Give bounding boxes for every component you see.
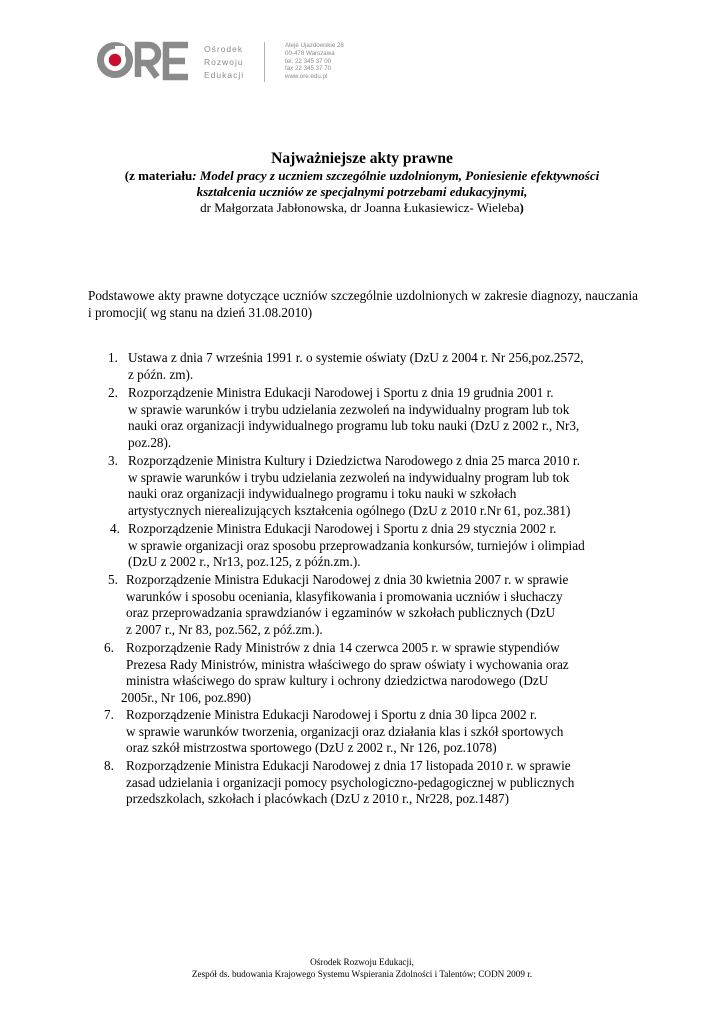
- document-subtitle: [60, 168, 664, 184]
- item-line: nauki oraz organizacji indywidualnego programu lub toku nauki (DzU z 2002 r., Nr3,: [128, 418, 580, 434]
- address-line: 00-478 Warszawa: [285, 49, 335, 57]
- item-line: w sprawie warunków i trybu udzielania zezwoleń na indywidualny program lub tok: [128, 469, 570, 485]
- item-line: Rozporządzenie Ministra Edukacji Narodowej i Sportu z dnia 19 grudnia 2001 r.: [128, 385, 554, 400]
- footer-line: Ośrodek Rozwoju Edukacji,: [310, 957, 414, 967]
- letterhead-divider: [264, 42, 265, 82]
- authors-names: dr Małgorzata Jabłonowska, dr Joanna Łukasiewicz- Wieleba: [200, 200, 520, 215]
- item-line: Rozporządzenie Ministra Edukacji Narodowej z dnia 17 listopada 2010 r. w sprawie: [126, 758, 571, 773]
- org-line: Edukacji: [204, 70, 245, 80]
- item-line: Rozporządzenie Ministra Edukacji Narodowej z dnia 30 kwietnia 2007 r. w sprawie: [126, 572, 569, 587]
- item-line: artystycznych nierealizujących kształcenia ogólnego (DzU z 2010 r.Nr 61, poz.381): [128, 502, 571, 518]
- authors: [60, 200, 664, 216]
- item-number: 4.: [110, 521, 120, 536]
- item-line: w sprawie organizacji oraz sposobu przeprowadzania konkursów, turniejów i olimpiad: [128, 537, 585, 553]
- item-line: w sprawie warunków tworzenia, organizacji oraz działania klas i szkół sportowych: [126, 723, 564, 739]
- org-line: Ośrodek: [204, 44, 244, 54]
- item-line: Ustawa z dnia 7 września 1991 r. o systemie oświaty (DzU z 2004 r. Nr 256,poz.2572,: [128, 350, 584, 365]
- item-text: [126, 707, 634, 757]
- intro-paragraph: Podstawowe akty prawne dotyczące uczniów szczególnie uzdolnionych w zakresie diagnozy, nauczania i promocji( wg stanu na dzień 31.08.2010): [88, 288, 638, 320]
- org-address: [285, 42, 344, 81]
- org-name: [204, 43, 244, 82]
- item-text: [128, 385, 639, 451]
- item-line: nauki oraz organizacji indywidualnego programu i toku nauki w szkołach: [128, 486, 517, 502]
- item-number: 2.: [108, 385, 118, 400]
- item-number: 6.: [104, 640, 114, 655]
- item-number: 8.: [104, 758, 114, 773]
- page-footer: [0, 956, 724, 980]
- item-line: warunków i sposobu oceniania, klasyfikowania i promowania uczniów i słuchaczy: [126, 588, 563, 604]
- subtitle-prefix: (z materiału: [124, 168, 193, 183]
- item-text: [128, 453, 639, 519]
- item-number: 7.: [104, 707, 114, 722]
- item-line: Rozporządzenie Ministra Edukacji Narodowej i Sportu z dnia 29 stycznia 2002 r.: [128, 521, 557, 536]
- item-text: [128, 521, 640, 571]
- item-line: 2005r., Nr 106, poz.890): [121, 689, 252, 705]
- item-line: Rozporządzenie Ministra Edukacji Narodowej i Sportu z dnia 30 lipca 2002 r.: [126, 707, 537, 722]
- item-line: Rozporządzenie Rady Ministrów z dnia 14 czerwca 2005 r. w sprawie stypendiów: [126, 640, 560, 655]
- item-line: przedszkolach, szkołach i placówkach (DzU z 2010 r., Nr228, poz.1487): [126, 791, 510, 807]
- address-line: Aleje Ujazdowskie 28: [285, 42, 344, 49]
- item-number: 1.: [108, 350, 118, 365]
- item-text: [126, 758, 640, 808]
- item-line: (DzU z 2002 r., Nr13, poz.125, z późn.zm.).: [128, 554, 361, 570]
- item-line: z późn. zm).: [128, 366, 194, 382]
- item-text: [121, 640, 634, 706]
- org-line: Rozwoju: [204, 57, 244, 67]
- item-number: 3.: [108, 453, 118, 468]
- document-title: Najważniejsze akty prawne: [271, 150, 453, 167]
- item-number: 5.: [108, 572, 118, 587]
- item-line: Prezesa Rady Ministrów, ministra właściwego do spraw oświaty i wychowania oraz: [126, 656, 569, 672]
- ore-logo: [96, 40, 196, 84]
- item-line: z 2007 r., Nr 83, poz.562, z póź.zm.).: [126, 621, 323, 637]
- item-line: oraz szkół mistrzostwa sportowego (DzU z 2002 r., Nr 126, poz.1078): [126, 740, 497, 756]
- footer-line: Zespół ds. budowania Krajowego Systemu Wspierania Zdolności i Talentów; CODN 2009 r.: [191, 969, 533, 979]
- authors-close: ): [519, 200, 524, 215]
- item-line: ministra właściwego do spraw kultury i ochrony dziedzictwa narodowego (DzU: [126, 673, 549, 689]
- item-line: Rozporządzenie Ministra Kultury i Dziedzictwa Narodowego z dnia 25 marca 2010 r.: [128, 453, 580, 468]
- item-line: w sprawie warunków i trybu udzielania zezwoleń na indywidualny program lub tok: [128, 401, 570, 417]
- item-line: oraz przeprowadzania sprawdzianów i egzaminów w szkołach publicznych (DzU: [126, 605, 556, 621]
- subtitle-source-cont: kształcenia uczniów ze specjalnymi potrzebami edukacyjnymi,: [196, 184, 528, 199]
- item-text: [128, 350, 636, 383]
- item-text: [126, 572, 628, 638]
- address-line: fax 22 345 37 70: [285, 65, 332, 73]
- address-line: tel. 22 345 37 00: [285, 57, 332, 65]
- subtitle-source: : Model pracy z uczniem szczególnie uzdolnionym, Poniesienie efektywności: [192, 168, 600, 183]
- document-subtitle-line2: [60, 184, 664, 200]
- address-line: www.ore.edu.pl: [285, 73, 328, 81]
- title-block: [60, 150, 664, 216]
- item-line: zasad udzielania i organizacji pomocy psychologiczno-pedagogicznej w publicznych: [126, 774, 575, 790]
- item-line: poz.28).: [128, 434, 172, 450]
